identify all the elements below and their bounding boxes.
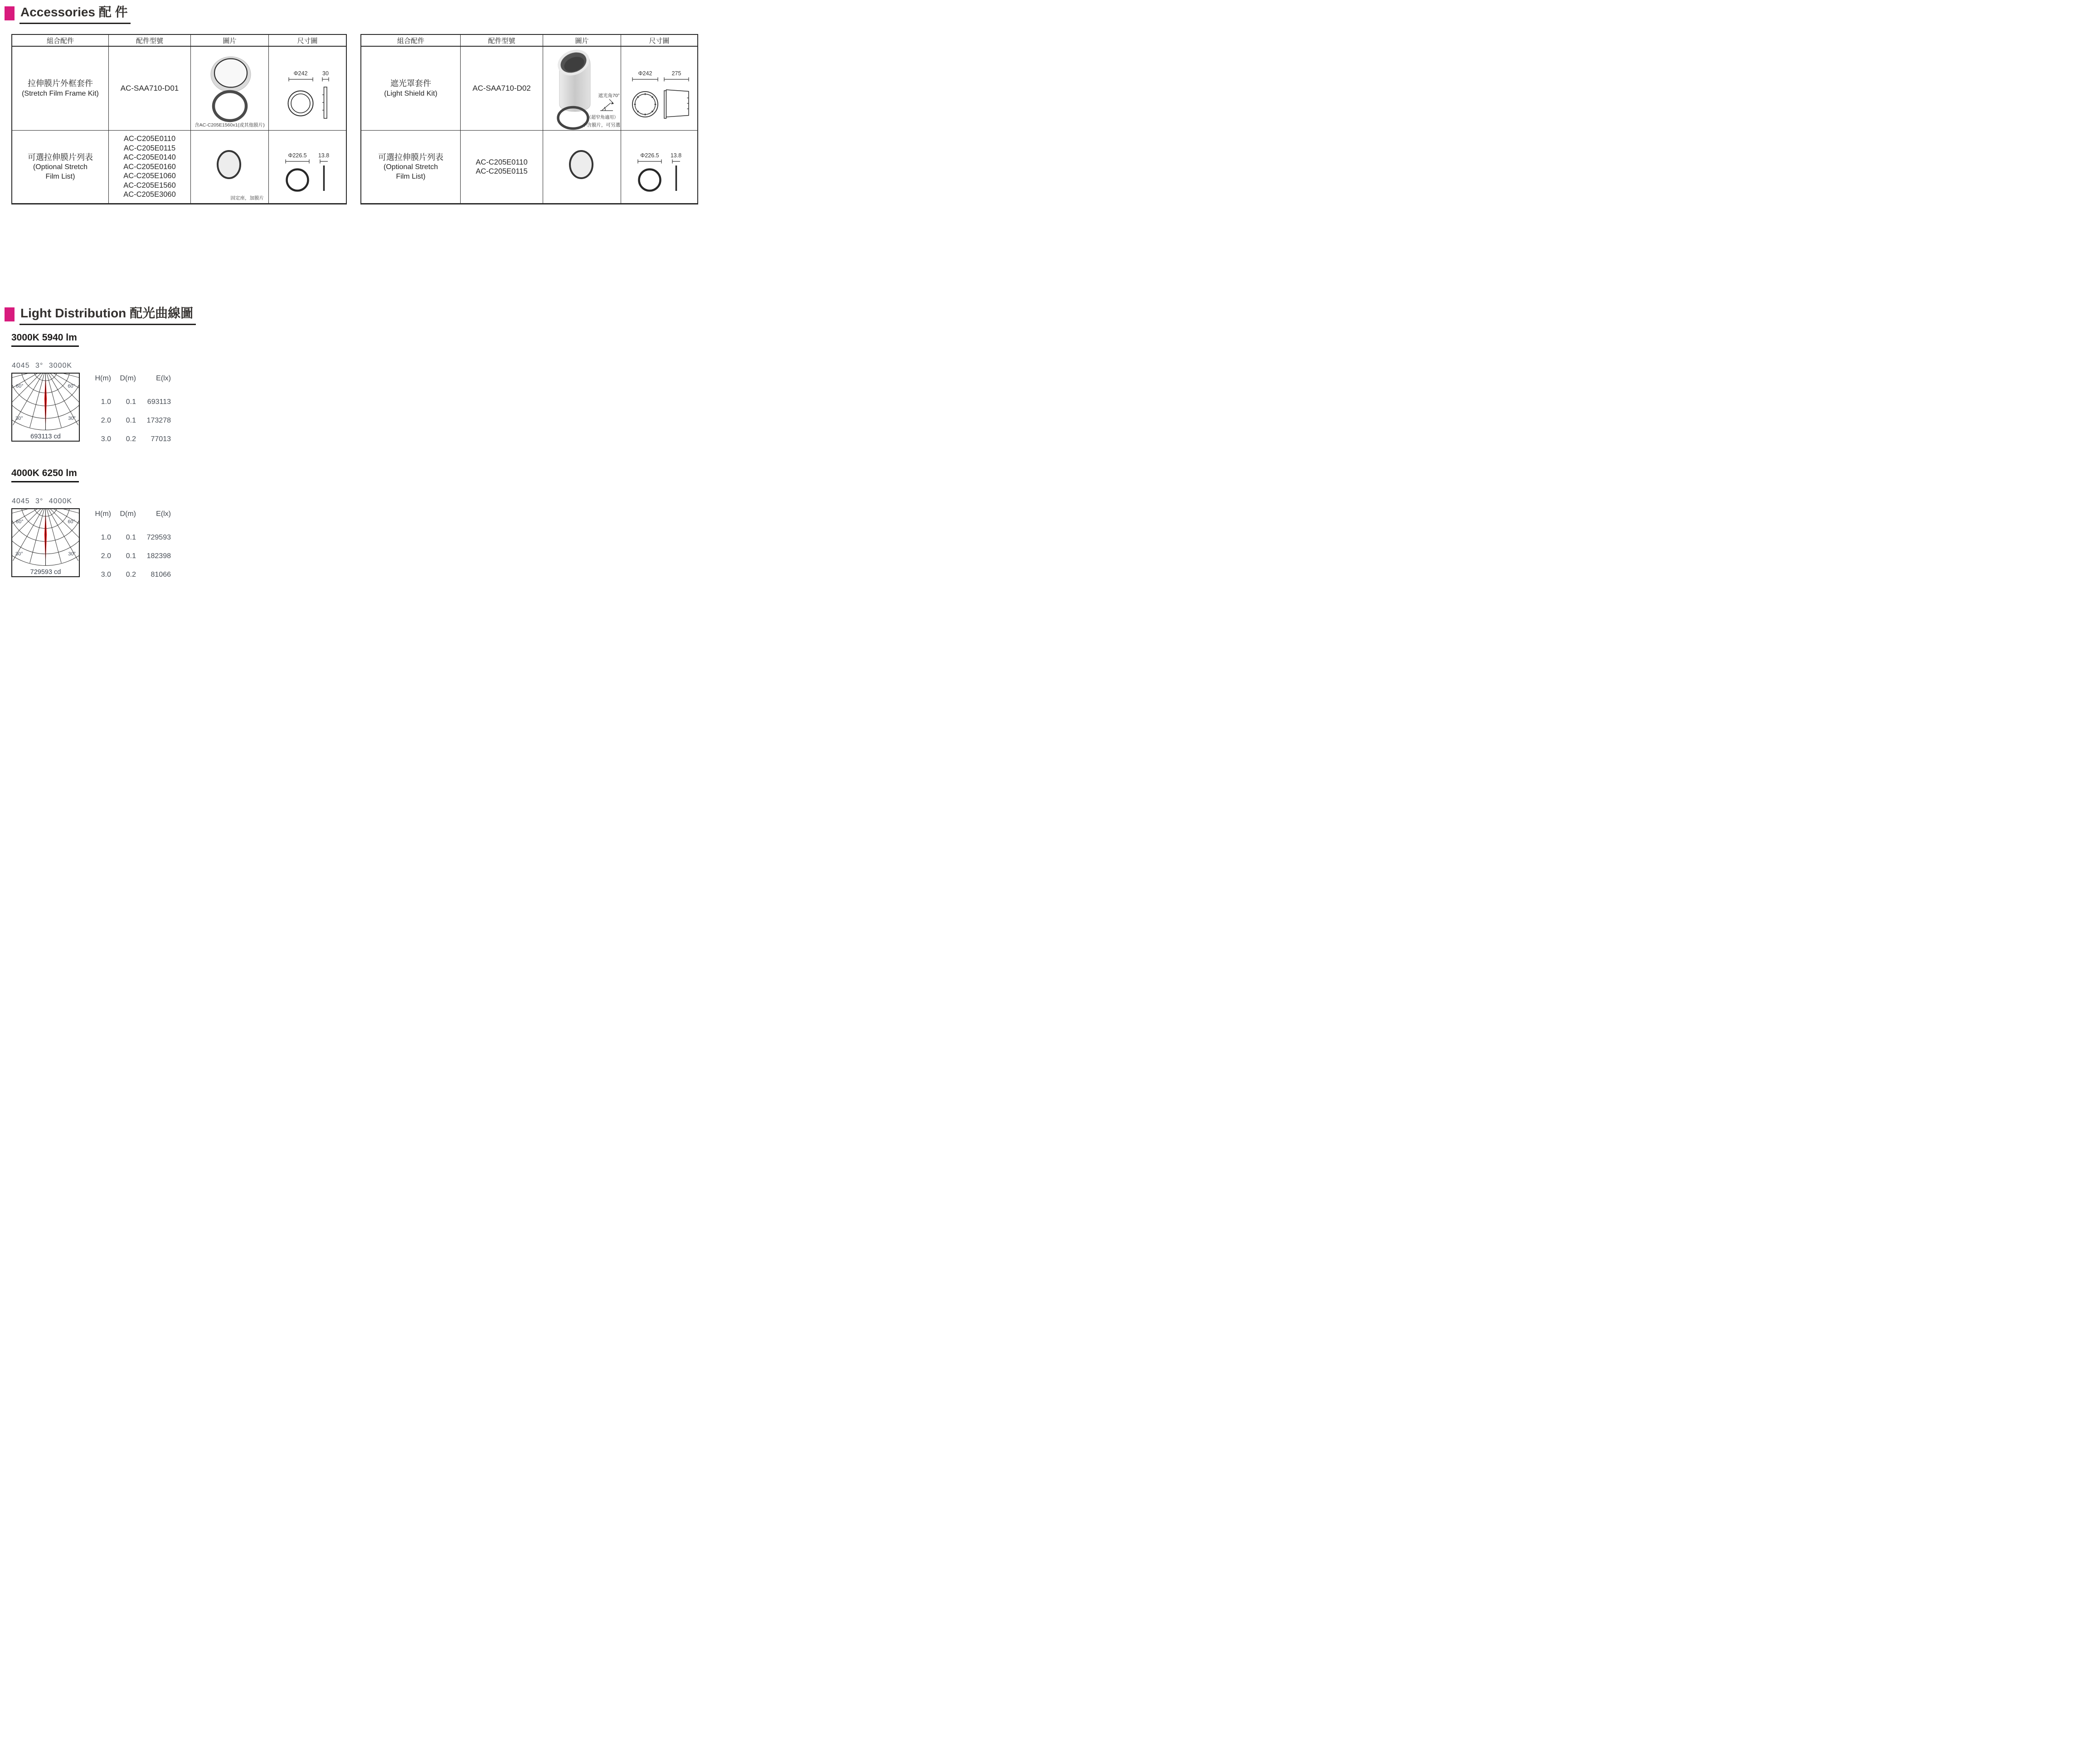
chart-heading-3000k: 3000K 5940 lm: [11, 332, 79, 347]
d-value: 0.1: [126, 552, 136, 560]
model-number: AC-C205E1560: [123, 181, 176, 190]
angle-label-60-left: 60°: [16, 384, 24, 389]
d-value: 0.1: [126, 398, 136, 406]
model-number: AC-C205E3060: [123, 190, 176, 199]
accessory-name-en: (Optional Stretch: [33, 163, 88, 171]
h-value: 1.0: [101, 534, 111, 541]
col-e: E(lx): [156, 374, 171, 382]
dimension-drawing-shield: [622, 47, 697, 130]
photo-caption: 固定座，加膜片: [230, 195, 264, 201]
accent-square-icon: [5, 307, 15, 321]
h-value: 2.0: [101, 417, 111, 424]
column-header: 尺寸圖: [269, 35, 346, 47]
dim-thickness-label: 30: [322, 70, 329, 77]
photo-caption: 含AC-C205E1560x1(或其他膜片): [194, 122, 265, 128]
model-list: [123, 134, 176, 199]
stretch-film-photo: [543, 136, 621, 198]
col-h: H(m): [95, 510, 111, 518]
col-d: D(m): [120, 510, 136, 518]
accessory-photo-cell: [191, 47, 269, 131]
dimension-drawing-film: [622, 131, 697, 203]
column-header: 配件型號: [109, 35, 191, 47]
column-header: 配件型號: [461, 35, 543, 47]
dimension-drawing-film: [269, 131, 345, 203]
h-value: 2.0: [101, 552, 111, 560]
h-value: 3.0: [101, 571, 111, 579]
accessory-name-zh: 拉伸膜片外框套件: [28, 79, 93, 88]
peak-candela-label: 693113 cd: [30, 433, 61, 440]
model-number: AC-C205E0110: [123, 135, 176, 143]
illuminance-table-3000k: [91, 374, 171, 454]
table-row: [91, 417, 171, 425]
accessory-photo-cell: [191, 131, 269, 203]
light-shield-photo: [543, 47, 621, 130]
table-row: [91, 552, 171, 560]
e-value: 693113: [147, 398, 171, 406]
accessory-name-en: (Optional Stretch: [383, 163, 438, 171]
table-row: [91, 534, 171, 542]
dimension-cell: [621, 47, 697, 131]
angle-label-60-left: 60°: [16, 519, 24, 525]
note-film-optional: 不含膜片，可另選: [582, 122, 620, 128]
model-list: [476, 158, 527, 176]
note-narrow-angle: （超窄角適用）: [586, 115, 618, 120]
dim-diameter-label: Φ226.5: [288, 152, 307, 159]
accessory-model-cell: [461, 47, 543, 131]
dial-ticks: [634, 93, 656, 115]
e-value: 173278: [146, 417, 171, 424]
illuminance-table-header: [91, 510, 171, 518]
table-row: [91, 571, 171, 579]
angle-label-60-right: 60°: [68, 519, 75, 525]
accessory-name-cell: [361, 47, 461, 131]
model-number: AC-C205E0160: [123, 162, 176, 171]
polar-chart-3000k: [11, 373, 80, 444]
angle-label-30-left: 30°: [15, 416, 23, 421]
h-value: 3.0: [101, 435, 111, 443]
column-header: 組合配件: [361, 35, 461, 47]
angle-label-60-right: 60°: [68, 384, 75, 389]
light-distribution-section-header: [5, 306, 196, 325]
stretch-film-photo: [191, 136, 269, 198]
accessory-name-zh: 可選拉伸膜片列表: [28, 153, 93, 162]
accessory-name-cell: [12, 47, 109, 131]
accessories-section-header: [5, 5, 131, 24]
dim-diameter-label: Φ242: [293, 70, 308, 77]
accessory-photo-cell: [543, 131, 621, 203]
accent-square-icon: [5, 6, 15, 20]
polar-chart-4000k: [11, 508, 80, 579]
peak-candela-label: 729593 cd: [30, 569, 61, 576]
accessory-model-cell: [461, 131, 543, 203]
e-value: 81066: [151, 571, 171, 579]
accessories-section-title: Accessories 配 件: [19, 5, 131, 24]
accessory-name-en: Film List): [396, 173, 426, 181]
angle-label-30-right: 30°: [68, 551, 76, 557]
accessory-name-zh: 遮光罩套件: [390, 79, 431, 88]
dim-depth-label: 275: [671, 70, 681, 77]
accessory-name-en: (Light Shield Kit): [384, 89, 438, 97]
accessory-name-zh: 可選拉伸膜片列表: [378, 153, 443, 162]
col-d: D(m): [120, 374, 136, 382]
accessory-name-en: (Stretch Film Frame Kit): [22, 89, 99, 97]
stretch-film-frame-photo: [191, 53, 269, 124]
angle-glyph-icon: [600, 99, 614, 111]
d-value: 0.2: [126, 571, 136, 579]
accessory-name-en: Film List): [45, 173, 75, 181]
chart-heading-4000k: 4000K 6250 lm: [11, 468, 79, 482]
accessory-photo-cell: [543, 47, 621, 131]
accessories-table-right: [360, 34, 698, 204]
d-value: 0.1: [126, 417, 136, 424]
table-row: [91, 435, 171, 443]
illuminance-table-header: [91, 374, 171, 383]
model-number: AC-C205E1060: [123, 172, 176, 180]
column-header: 圖片: [191, 35, 269, 47]
model-number: AC-C205E0110: [476, 158, 528, 166]
d-value: 0.2: [126, 435, 136, 443]
dim-thickness-label: 13.8: [670, 152, 682, 159]
dimension-cell: [269, 47, 346, 131]
table-row: [91, 398, 171, 406]
illuminance-table-4000k: [91, 510, 171, 589]
accessories-table-left: [11, 34, 347, 204]
fixture-label-3000k: 4045 3° 3000K: [12, 362, 73, 370]
e-value: 77013: [151, 435, 171, 443]
e-value: 729593: [146, 534, 171, 541]
col-e: E(lx): [156, 510, 171, 518]
dimension-drawing-frame-kit: [269, 47, 345, 130]
dim-diameter-label: Φ242: [638, 70, 652, 77]
fixture-label-4000k: 4045 3° 4000K: [12, 497, 73, 505]
accessory-model-cell: [109, 131, 191, 203]
model-number: AC-SAA710-D02: [472, 84, 531, 92]
model-number: AC-C205E0115: [123, 144, 176, 152]
col-h: H(m): [95, 374, 111, 382]
shield-angle-label: 遮光角70°: [598, 92, 620, 98]
column-header: 組合配件: [12, 35, 109, 47]
angle-label-30-left: 30°: [15, 551, 23, 557]
d-value: 0.1: [126, 534, 136, 541]
h-value: 1.0: [101, 398, 111, 406]
column-header: 圖片: [543, 35, 621, 47]
angle-label-30-right: 30°: [68, 416, 76, 421]
model-number: AC-SAA710-D01: [120, 84, 179, 92]
model-number: AC-C205E0115: [476, 167, 528, 175]
dim-thickness-label: 13.8: [318, 152, 330, 159]
dimension-cell: [621, 131, 697, 203]
dimension-cell: [269, 131, 346, 203]
accessory-model-cell: [109, 47, 191, 131]
column-header: 尺寸圖: [621, 35, 697, 47]
dim-diameter-label: Φ226.5: [640, 152, 659, 159]
accessory-name-cell: [12, 131, 109, 203]
accessory-name-cell: [361, 131, 461, 203]
light-distribution-section-title: Light Distribution 配光曲線圖: [19, 306, 196, 325]
e-value: 182398: [146, 552, 171, 560]
model-number: AC-C205E0140: [123, 153, 176, 162]
